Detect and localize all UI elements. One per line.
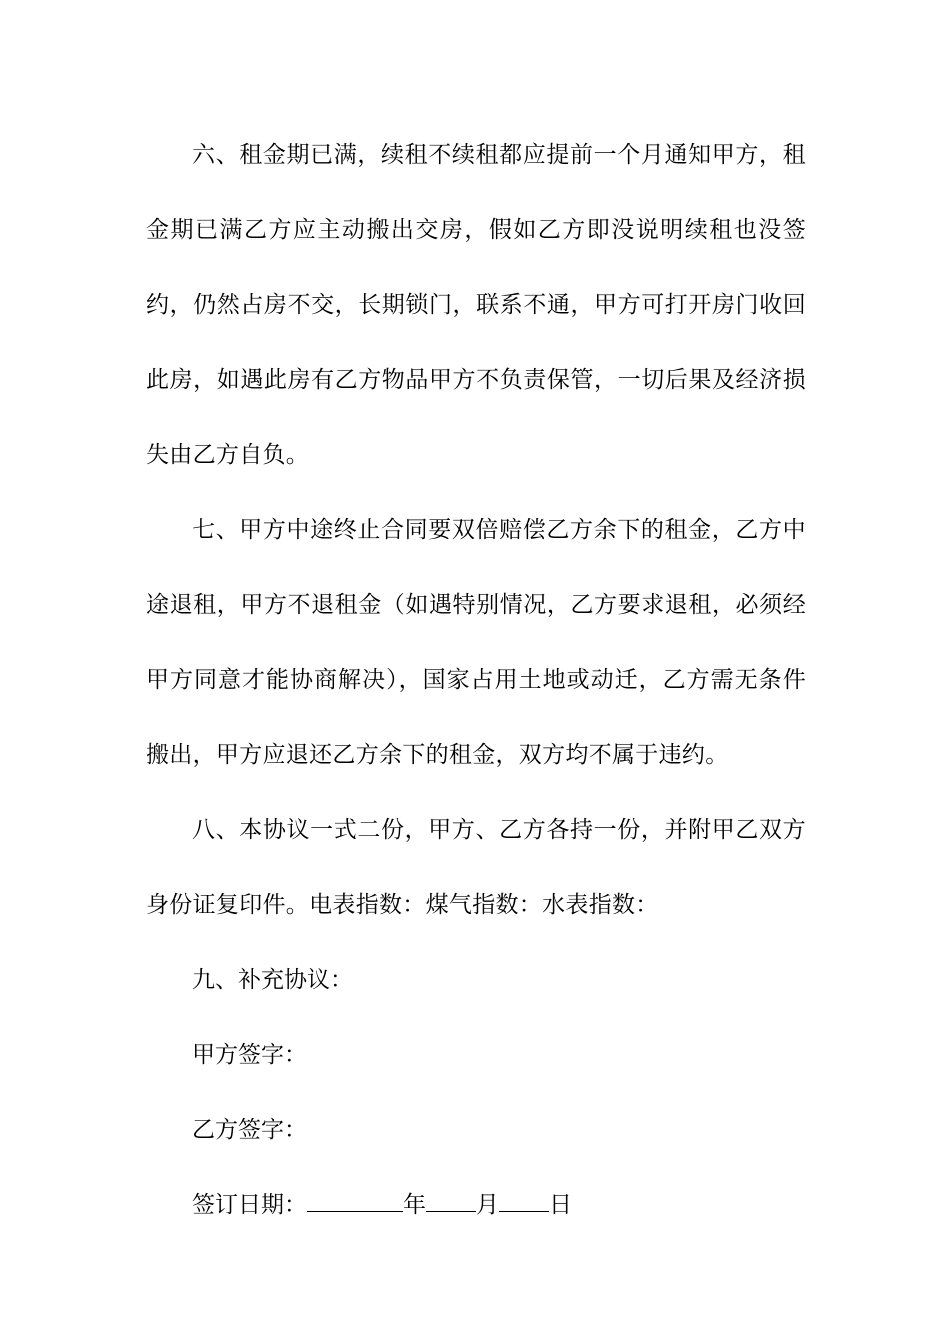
- year-blank: [307, 1189, 403, 1212]
- day-label: 日: [549, 1192, 572, 1218]
- month-blank: [426, 1189, 476, 1212]
- clause-8: 八、本协议一式二份，甲方、乙方各持一份，并附甲乙双方身份证复印件。电表指数：煤气指数：水表指数：: [146, 817, 806, 918]
- party-a-signature: 甲方签字：: [192, 1042, 307, 1068]
- clause-9-supplement: 九、补充协议：: [192, 967, 353, 993]
- clause-6: 六、租金期已满，续租不续租都应提前一个月通知甲方，租金期已满乙方应主动搬出交房，假如乙方即没说明续租也没签约，仍然占房不交，长期锁门，联系不通，甲方可打开房门收回此房，如遇此房有乙方物品甲方不负责保管，一切后果及经济损失由乙方自负。: [146, 142, 806, 468]
- sign-date-label: 签订日期：: [192, 1192, 307, 1218]
- party-b-signature: 乙方签字：: [192, 1117, 307, 1143]
- sign-date-line: [146, 1168, 806, 1243]
- document-page: [146, 118, 806, 1243]
- clause-7: 七、甲方中途终止合同要双倍赔偿乙方余下的租金，乙方中途退租，甲方不退租金（如遇特别情况，乙方要求退租，必须经甲方同意才能协商解决），国家占用土地或动迁，乙方需无条件搬出，甲方应退还乙方余下的租金，双方均不属于违约。: [146, 517, 806, 768]
- day-blank: [499, 1189, 549, 1212]
- year-label: 年: [403, 1192, 426, 1218]
- month-label: 月: [476, 1192, 499, 1218]
